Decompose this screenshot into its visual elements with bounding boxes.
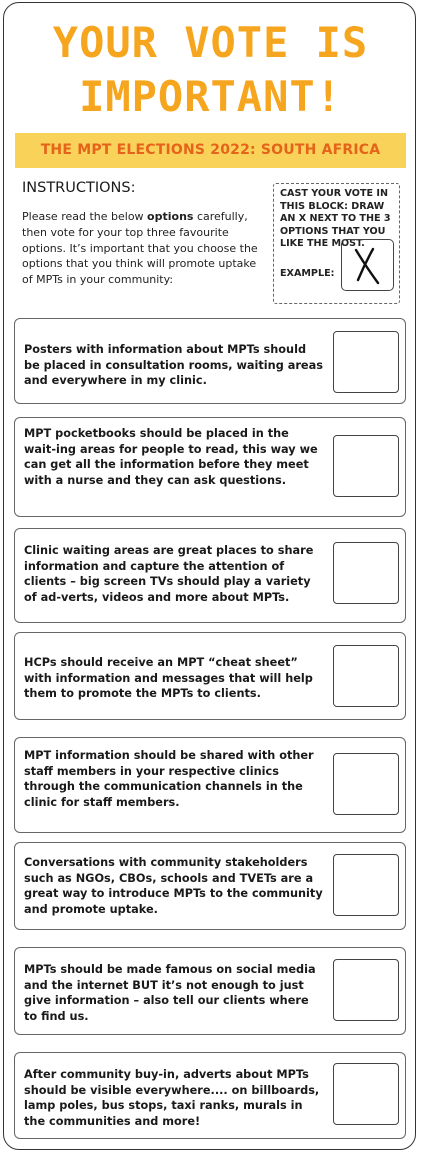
cast-vote-text: CAST YOUR VOTE IN THIS BLOCK: DRAW AN X NEXT TO THE 3 OPTIONS THAT YOU LIKE THE MOST. [280, 188, 391, 250]
subtitle-banner [15, 133, 406, 168]
option-8 [14, 1052, 406, 1139]
example-box [341, 239, 394, 291]
option-3 [14, 528, 406, 623]
title-line-1: YOUR VOTE IS [52, 18, 369, 67]
title-line-2: IMPORTANT! [79, 72, 342, 121]
option-1 [14, 318, 406, 404]
option-1-text: Posters with information about MPTs should be placed in consultation rooms, waiting areas and everywhere in my clinic. [24, 343, 323, 388]
option-5 [14, 737, 406, 833]
banner-text: THE MPT ELECTIONS 2022: SOUTH AFRICA [40, 142, 381, 158]
option-7-text: MPTs should be made famous on social media and the internet BUT it’s not enough to just give information – also tell our clients where to find us. [24, 963, 316, 1023]
x-mark-icon [342, 240, 392, 289]
cast-vote-block [273, 183, 400, 304]
option-5-text: MPT information should be shared with other staff members in your respective clinics through the communication channels in the clinic for staff members. [24, 749, 314, 809]
option-2-text: MPT pocketbooks should be placed in the wait-ing areas for people to read, this way we can get all the information before they meet with a nurse and they can ask questions. [24, 427, 318, 487]
option-6-text: Conversations with community stakeholders such as NGOs, CBOs, schools and TVETs are a great way to introduce MPTs to the community and promote uptake. [24, 856, 323, 916]
instructions-text [22, 209, 260, 288]
instructions-text-part: carefully, then vote for your top three favourite options. It’s important that you choose the options that you think will promote uptake of MPTs in your community: [22, 210, 258, 287]
option-6 [14, 842, 406, 930]
vote-checkbox-2[interactable] [333, 435, 399, 497]
example-label: EXAMPLE: [280, 268, 335, 279]
vote-checkbox-7[interactable] [333, 959, 399, 1021]
instructions-heading: INSTRUCTIONS: [22, 180, 136, 196]
vote-checkbox-6[interactable] [333, 854, 399, 916]
option-4-text: HCPs should receive an MPT “cheat sheet” with information and messages that will help them to promote the MPTs to clients. [24, 656, 313, 701]
vote-checkbox-8[interactable] [333, 1063, 399, 1125]
vote-checkbox-5[interactable] [333, 753, 399, 815]
option-8-text: After community buy-in, adverts about MPTs should be visible everywhere.... on billboards, lamp poles, bus stops, taxi ranks, murals in the communities and more! [24, 1068, 320, 1128]
option-7 [14, 947, 406, 1035]
option-2 [14, 417, 406, 517]
vote-checkbox-1[interactable] [333, 331, 399, 393]
instructions-text-bold: options [147, 210, 194, 223]
option-3-text: Clinic waiting areas are great places to share information and capture the attention of clients – big screen TVs should play a variety of ad-verts, videos and more about MPTs. [24, 544, 314, 604]
vote-checkbox-4[interactable] [333, 645, 399, 707]
instructions-text-part: Please read the below [22, 210, 148, 223]
option-4 [14, 632, 406, 720]
vote-checkbox-3[interactable] [333, 542, 399, 604]
